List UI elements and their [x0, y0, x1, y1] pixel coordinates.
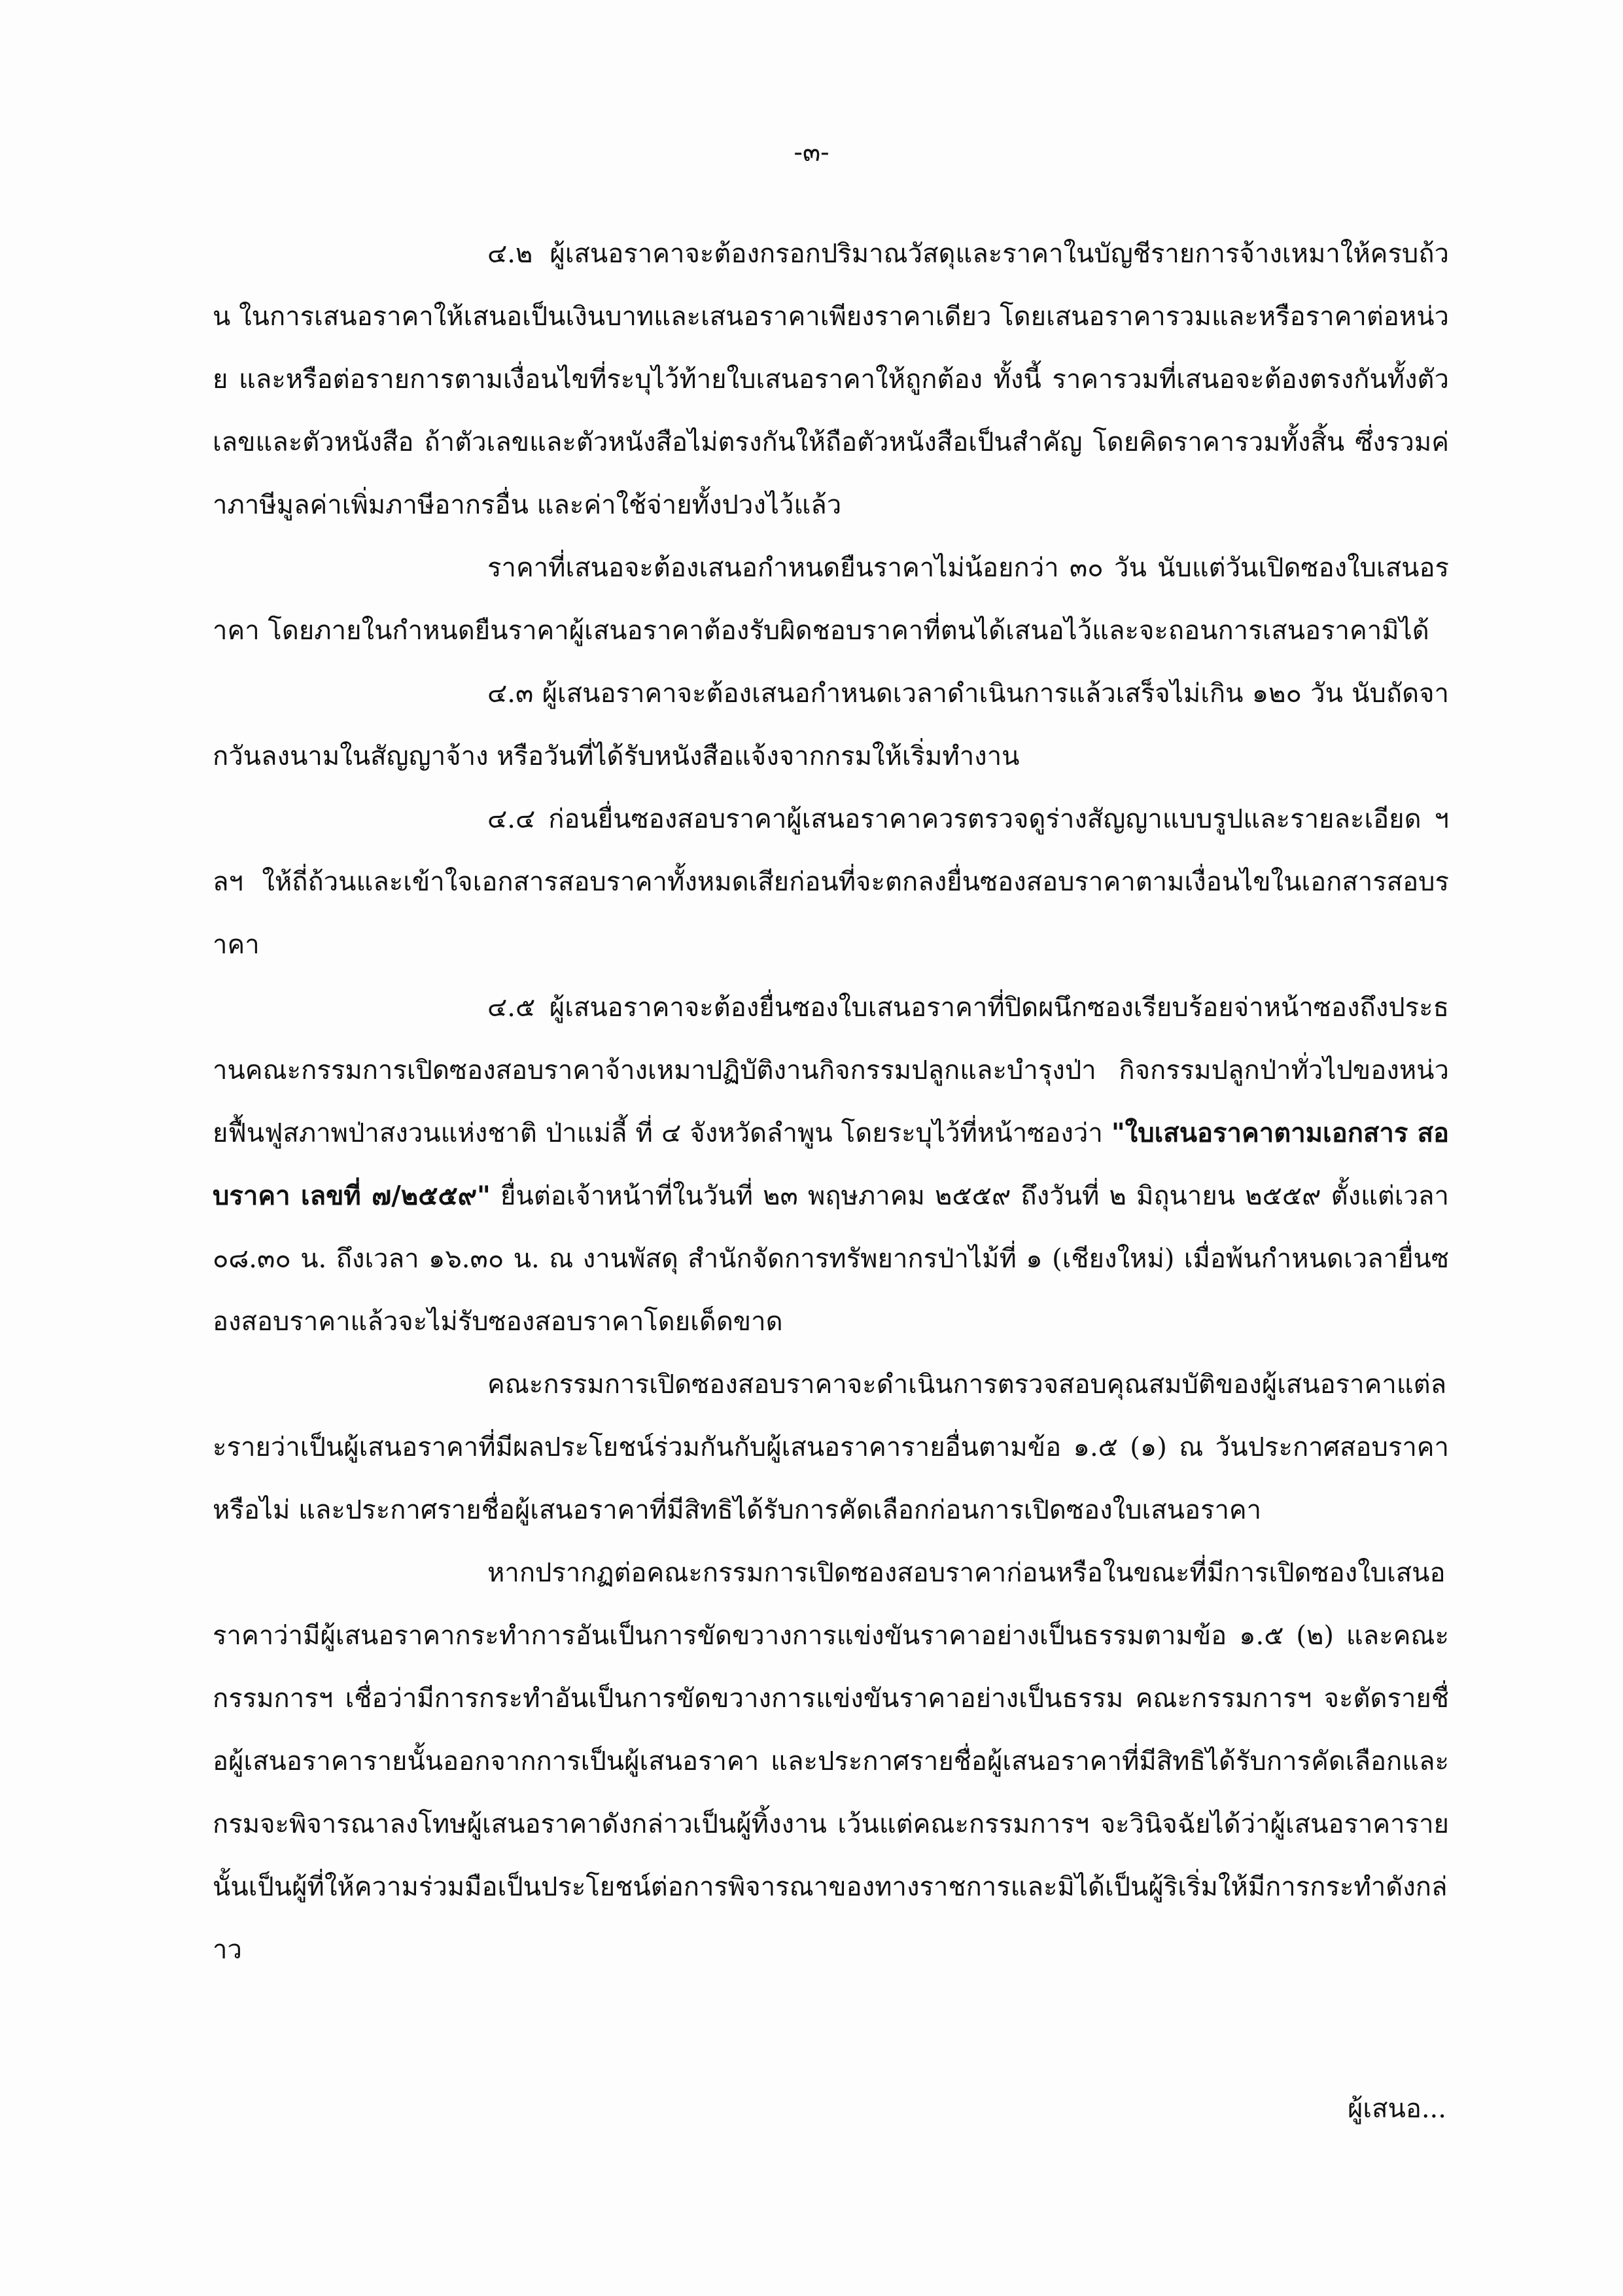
- document-body: [213, 222, 1449, 1981]
- paragraph-committee-check: คณะกรรมการเปิดซองสอบราคาจะดำเนินการตรวจสอบคุณสมบัติของผู้เสนอราคาแต่ละรายว่าเป็นผู้เสนอราคาที่มีผลประโยชน์ร่วมกันกับผู้เสนอราคารายอื่นตามข้อ ๑.๕ (๑) ณ วันประกาศสอบราคาหรือไม่ และประกาศรายชื่อผู้เสนอราคาที่มีสิทธิได้รับการคัดเลือกก่อนการเปิดซองใบเสนอราคา: [213, 1369, 1449, 1525]
- paragraph-4-5-intro: ๔.๕ ผู้เสนอราคาจะต้องยื่นซองใบเสนอราคาที่ปิดผนึกซองเรียบร้อยจ่าหน้าซองถึงประธานคณะกรรมการเปิดซองสอบราคาจ้างเหมาปฏิบัติงานกิจกรรมปลูกและบำรุงป่า กิจกรรมปลูกป่าทั่วไปของหน่วยฟื้นฟูสภาพป่าสงวนแห่งชาติ ป่าแม่ลี้ ที่ ๔ จังหวัดลำพูน โดยระบุไว้ที่หน้าซองว่า: [213, 993, 1449, 1148]
- paragraph-committee-action: หากปรากฏต่อคณะกรรมการเปิดซองสอบราคาก่อนหรือในขณะที่มีการเปิดซองใบเสนอราคาว่ามีผู้เสนอราคากระทำการอันเป็นการขัดขวางการแข่งขันราคาอย่างเป็นธรรมตามข้อ ๑.๕ (๒) และคณะกรรมการฯ เชื่อว่ามีการกระทำอันเป็นการขัดขวางการแข่งขันราคาอย่างเป็นธรรม คณะกรรมการฯ จะตัดรายชื่อผู้เสนอราคารายนั้นออกจากการเป็นผู้เสนอราคา และประกาศรายชื่อผู้เสนอราคาที่มีสิทธิได้รับการคัดเลือกและกรมจะพิจารณาลงโทษผู้เสนอราคาดังกล่าวเป็นผู้ทิ้งงาน เว้นแต่คณะกรรมการฯ จะวินิจฉัยได้ว่าผู้เสนอราคารายนั้นเป็นผู้ที่ให้ความร่วมมือเป็นประโยชน์ต่อการพิจารณาของทางราชการและมิได้เป็นผู้ริเริ่มให้มีการกระทำดังกล่าว: [213, 1558, 1449, 1965]
- paragraph-4-4: ๔.๔ ก่อนยื่นซองสอบราคาผู้เสนอราคาควรตรวจดูร่างสัญญาแบบรูปและรายละเอียด ฯลฯ ให้ถี่ถ้วนและเข้าใจเอกสารสอบราคาทั้งหมดเสียก่อนที่จะตกลงยื่นซองสอบราคาตามเงื่อนไขในเอกสารสอบราคา: [213, 804, 1449, 960]
- page-number: -๓-: [794, 137, 829, 168]
- paragraph-4-3: ๔.๓ ผู้เสนอราคาจะต้องเสนอกำหนดเวลาดำเนินการแล้วเสร็จไม่เกิน ๑๒๐ วัน นับถัดจากวันลงนามในสัญญาจ้าง หรือวันที่ได้รับหนังสือแจ้งจากกรมให้เริ่มทำงาน: [213, 679, 1449, 771]
- paragraph-4-2: ๔.๒ ผู้เสนอราคาจะต้องกรอกปริมาณวัสดุและราคาในบัญชีรายการจ้างเหมาให้ครบถ้วน ในการเสนอราคาให้เสนอเป็นเงินบาทและเสนอราคาเพียงราคาเดียว โดยเสนอราคารวมและหรือราคาต่อหน่วย และหรือต่อรายการตามเงื่อนไขที่ระบุไว้ท้ายใบเสนอราคาให้ถูกต้อง ทั้งนี้ ราคารวมที่เสนอจะต้องตรงกันทั้งตัวเลขและตัวหนังสือ ถ้าตัวเลขและตัวหนังสือไม่ตรงกันให้ถือตัวหนังสือเป็นสำคัญ โดยคิดราคารวมทั้งสิ้น ซึ่งรวมค่าภาษีมูลค่าเพิ่มภาษีอากรอื่น และค่าใช้จ่ายทั้งปวงไว้แล้ว: [213, 239, 1449, 520]
- envelope-label: "ใบเสนอราคาตามเอกสาร สอบราคา เลขที่ ๗/๒๕๕๙": [213, 1118, 1450, 1211]
- paragraph-price-validity: ราคาที่เสนอจะต้องเสนอกำหนดยืนราคาไม่น้อยกว่า ๓๐ วัน นับแต่วันเปิดซองใบเสนอราคา โดยภายในกำหนดยืนราคาผู้เสนอราคาต้องรับผิดชอบราคาที่ตนได้เสนอไว้และจะถอนการเสนอราคามิได้: [213, 553, 1449, 646]
- paragraph-4-5: [213, 976, 1449, 1353]
- continuation-text: ผู้เสนอ...: [1347, 2094, 1446, 2124]
- paragraph-4-5-details: ยื่นต่อเจ้าหน้าที่ในวันที่ ๒๓ พฤษภาคม ๒๕๕๙ ถึงวันที่ ๒ มิถุนายน ๒๕๕๙ ตั้งแต่เวลา ๐๘.๓๐ น. ถึงเวลา ๑๖.๓๐ น. ณ งานพัสดุ สำนักจัดการทรัพยากรป่าไม้ที่ ๑ (เชียงใหม่) เมื่อพ้นกำหนดเวลายื่นซองสอบราคาแล้วจะไม่รับซองสอบราคาโดยเด็ดขาด: [213, 1181, 1449, 1337]
